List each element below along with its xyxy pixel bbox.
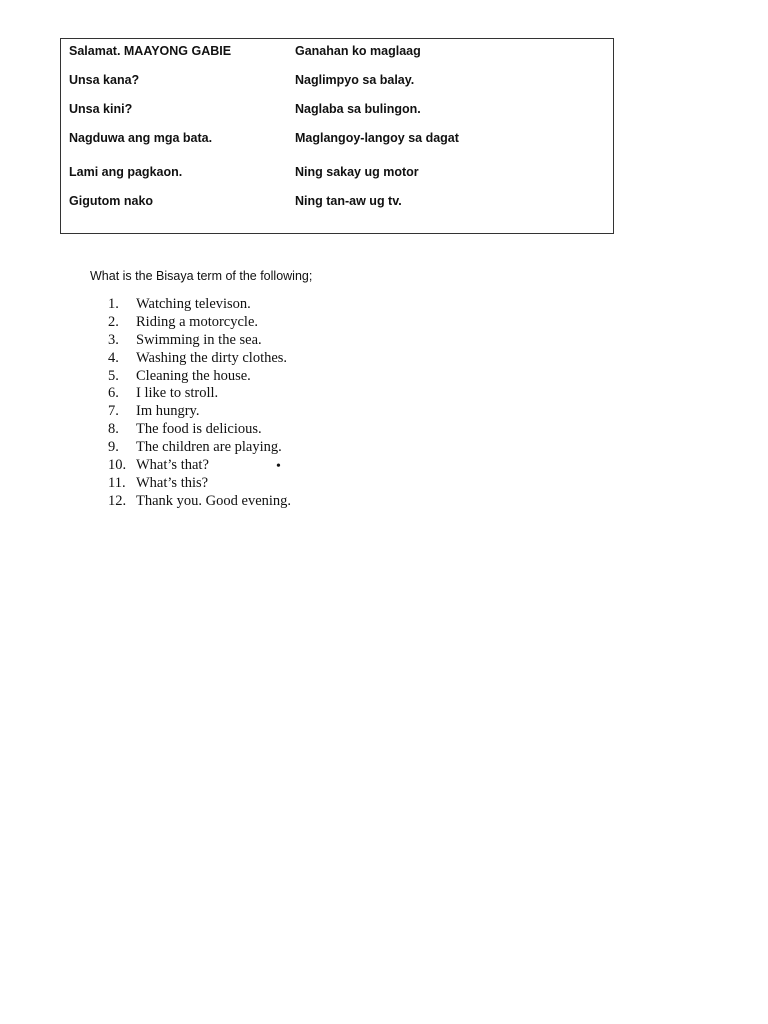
question-text: What’s that?: [136, 457, 209, 474]
question-item: [108, 475, 291, 493]
question-text: Im hungry.: [136, 403, 200, 420]
question-item: [108, 296, 291, 314]
question-number: 8.: [108, 421, 119, 438]
word-bank-left-2: Unsa kana?: [69, 73, 140, 87]
question-text: Cleaning the house.: [136, 367, 251, 384]
question-text: Washing the dirty clothes.: [136, 349, 288, 366]
word-bank-box: [60, 38, 614, 234]
word-bank-right-6: Ning tan-aw ug tv.: [295, 194, 402, 208]
word-bank-left-3: Unsa kini?: [69, 102, 133, 116]
question-item: [108, 350, 291, 368]
question-text: I like to stroll.: [136, 385, 219, 402]
word-bank-left-6: Gigutom nako: [69, 194, 154, 208]
question-text: Swimming in the sea.: [136, 331, 262, 348]
question-item: [108, 421, 291, 439]
question-list: [108, 296, 291, 511]
word-bank-left-5: Lami ang pagkaon.: [69, 165, 183, 179]
word-bank-right-5: Ning sakay ug motor: [295, 165, 419, 179]
question-number: 3.: [108, 331, 119, 348]
question-text: Thank you. Good evening.: [136, 492, 292, 509]
question-item: [108, 439, 291, 457]
question-text: Watching televison.: [136, 296, 251, 312]
question-number: 2.: [108, 313, 119, 330]
question-item: [108, 385, 291, 403]
word-bank-right-4: Maglangoy-langoy sa dagat: [295, 131, 459, 145]
question-text: The food is delicious.: [136, 421, 262, 438]
word-bank-left-1: Salamat. MAAYONG GABIE: [69, 44, 232, 58]
word-bank-right-3: Naglaba sa bulingon.: [295, 102, 421, 116]
question-item: [108, 368, 291, 386]
question-number: 9.: [108, 439, 119, 456]
word-bank-left-4: Nagduwa ang mga bata.: [69, 131, 213, 145]
question-number: 11.: [108, 474, 126, 491]
question-number: 12.: [108, 492, 127, 509]
stray-bullet-mark: •: [276, 459, 281, 474]
word-bank-right-1: Ganahan ko maglaag: [295, 44, 421, 58]
question-item: [108, 332, 291, 350]
instruction-text: What is the Bisaya term of the following;: [90, 269, 313, 283]
question-text: The children are playing.: [136, 439, 282, 456]
question-item: [108, 314, 291, 332]
question-number: 5.: [108, 367, 119, 384]
question-number: 1.: [108, 296, 119, 312]
question-text: What’s this?: [136, 474, 209, 491]
question-item: [108, 403, 291, 421]
question-number: 7.: [108, 403, 119, 420]
word-bank-right-2: Naglimpyo sa balay.: [295, 73, 415, 87]
question-item: [108, 493, 291, 511]
question-number: 4.: [108, 349, 119, 366]
question-text: Riding a motorcycle.: [136, 313, 259, 330]
question-number: 6.: [108, 385, 119, 402]
question-item: [108, 457, 291, 475]
question-number: 10.: [108, 457, 127, 474]
